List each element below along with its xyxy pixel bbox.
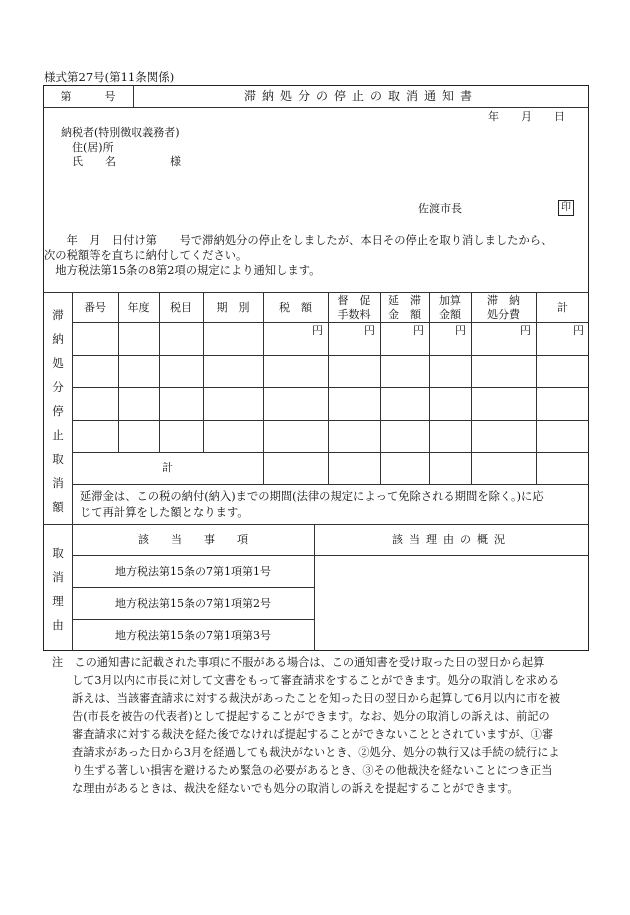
header-delinquency-1: 延 滞 — [388, 294, 421, 307]
row-line — [72, 484, 589, 485]
row-line — [72, 452, 589, 453]
table1-side-char: 止 — [52, 428, 64, 442]
table1-top-line — [43, 292, 589, 293]
taxpayer-label: 納税者(特別徴収義務者) — [61, 126, 180, 139]
table2-side-char: 消 — [52, 570, 64, 584]
issue-date: 年 月 日 — [488, 110, 565, 123]
row-line — [72, 387, 589, 388]
header-total: 計 — [557, 301, 568, 314]
unit-yen: 円 — [364, 324, 375, 337]
body-line-2: 次の税額等を直ちに納付してください。 — [44, 249, 248, 262]
note-line: 告(市長を被告の代表者)として提起することができます。なお、処分の取消しの訴えは、前記の — [72, 710, 550, 723]
table1-side-char: 納 — [52, 332, 64, 346]
note-line: して3月以内に市長に対して文書をもって審査請求をすることができます。処分の取消しを求める — [72, 674, 560, 687]
table1-side-char: 停 — [52, 404, 64, 418]
header-year: 年度 — [127, 301, 150, 314]
col-line — [263, 292, 264, 484]
table2-top-line — [43, 524, 589, 525]
row-line — [72, 619, 314, 620]
delinquency-footnote-2: じて再計算をした額となります。 — [80, 506, 249, 519]
table1-side-char: 処 — [52, 356, 64, 370]
table2-side-char: 取 — [52, 546, 64, 560]
reason-header-left: 該 当 事 項 — [138, 533, 248, 546]
table1-side-char: 消 — [52, 476, 64, 490]
header-number: 番号 — [84, 301, 106, 314]
total-row-label: 計 — [162, 461, 173, 474]
note-line: 査請求があった日から3月を経過しても裁決がないとき、②処分、処分の執行又は手続の続行によ — [72, 746, 560, 759]
table1-side-char: 滞 — [52, 308, 64, 322]
header-additional-2: 金額 — [439, 308, 461, 321]
body-line-3: 地方税法第15条の8第2項の規定により通知します。 — [44, 264, 321, 277]
col-line — [203, 292, 204, 452]
table1-side-char: 分 — [52, 380, 64, 394]
table1-side-char: 額 — [52, 500, 64, 514]
table1-side-divider — [72, 292, 73, 524]
table1-side-char: 取 — [52, 452, 64, 466]
note-line: な理由があるときは、裁決を経ないでも処分の取消しの訴えを提起することができます。 — [72, 782, 519, 795]
honorific: 様 — [170, 155, 181, 168]
reason-header-right: 該当理由の概況 — [392, 533, 511, 546]
table2-side-char: 由 — [52, 618, 64, 632]
note-line: 訴えは、当該審査請求に対する裁決があったことを知った日の翌日から起算して6月以内に市を被 — [72, 692, 561, 705]
col-line — [536, 292, 537, 484]
issuer-name: 佐渡市長 — [418, 202, 462, 215]
form-label: 様式第27号(第11条関係) — [44, 70, 175, 84]
delinquency-footnote-1: 延滞金は、この税の納付(納入)までの期間(法律の規定によって免除される期間を除く。)に応 — [80, 490, 544, 503]
reason-row: 地方税法第15条の7第1項第1号 — [115, 565, 271, 578]
document-number-label: 第 号 — [60, 90, 116, 103]
header-disposition-2: 処分費 — [487, 308, 520, 321]
row-line — [72, 555, 589, 556]
header-tax-amount: 税 額 — [279, 301, 312, 314]
header-disposition-1: 滞 納 — [487, 294, 520, 307]
unit-yen: 円 — [573, 324, 584, 337]
header-bottom-line — [43, 107, 589, 108]
table2-side-char: 理 — [52, 594, 64, 608]
unit-yen: 円 — [413, 324, 424, 337]
note-line: り生ずる著しい損害を避けるため緊急の必要があるとき、③その他裁決を経ないことにつき正当 — [72, 764, 553, 777]
reason-row: 地方税法第15条の7第1項第3号 — [115, 629, 271, 642]
header-additional-1: 加算 — [439, 294, 461, 307]
unit-yen: 円 — [520, 324, 531, 337]
header-period: 期 別 — [216, 301, 250, 314]
col-line — [159, 292, 160, 452]
unit-yen: 円 — [455, 324, 466, 337]
body-line-1: 年 月 日付け第 号で滞納処分の停止をしましたが、本日その停止を取り消しましたから、 — [44, 234, 553, 247]
header-demand-fee-2: 手数料 — [337, 308, 371, 321]
seal-stamp-box: 印 — [558, 200, 574, 216]
row-line — [72, 322, 589, 323]
col-line — [118, 292, 119, 452]
document-title: 滞納処分の停止の取消通知書 — [243, 89, 478, 103]
header-demand-fee-1: 督 促 — [337, 294, 371, 307]
unit-yen: 円 — [312, 324, 323, 337]
note-line: 注 この通知書に記載された事項に不服がある場合は、この通知書を受け取った日の翌日から起算 — [52, 656, 545, 669]
header-delinquency-2: 金 額 — [388, 308, 421, 321]
row-line — [72, 355, 589, 356]
header-tax-item: 税目 — [170, 301, 192, 314]
row-line — [72, 420, 589, 421]
reason-row: 地方税法第15条の7第1項第2号 — [115, 597, 271, 610]
name-label: 氏 名 — [72, 155, 116, 168]
row-line — [72, 587, 314, 588]
address-label: 住(居)所 — [72, 141, 114, 154]
note-line: 審査請求に対する裁決を経た後でなければ提起することができないこととされていますが、①審 — [72, 728, 554, 741]
